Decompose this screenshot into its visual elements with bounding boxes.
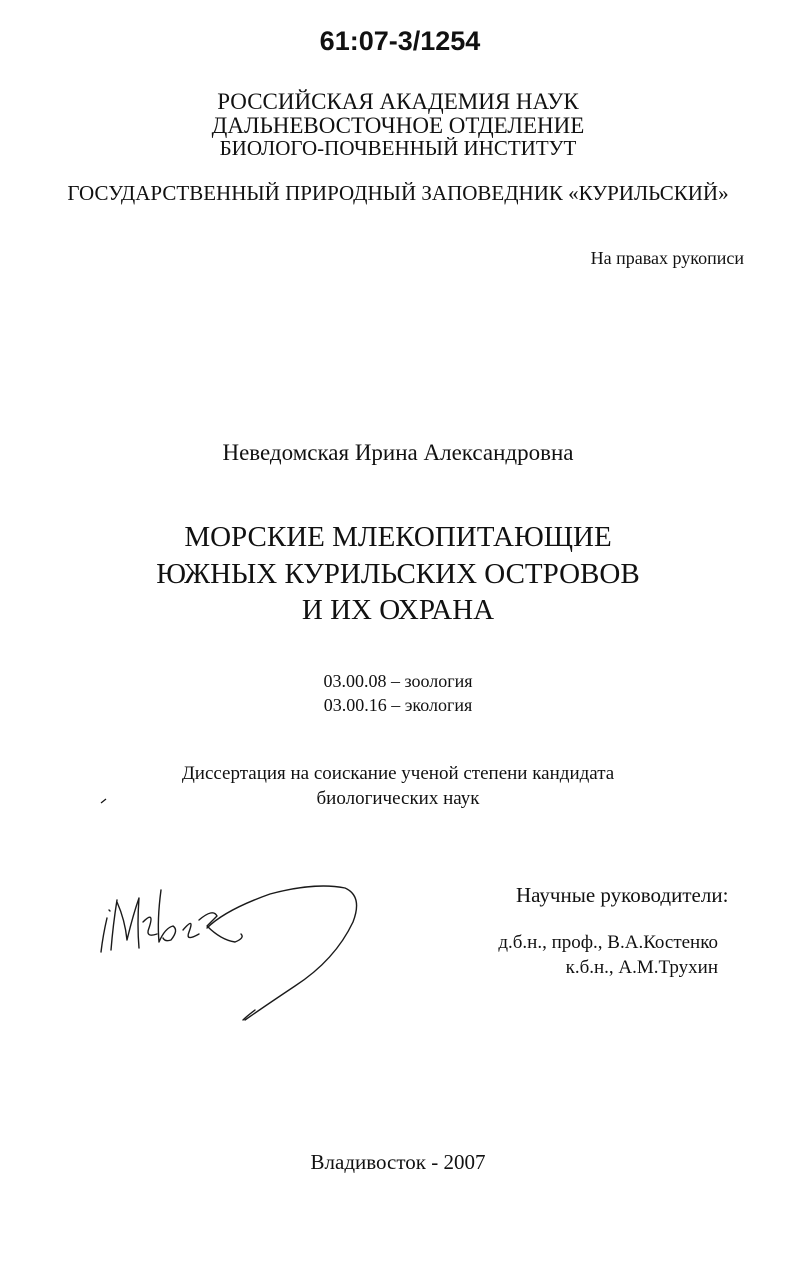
- city-year: Владивосток - 2007: [310, 1150, 486, 1174]
- rights-note: На правах рукописи: [590, 248, 744, 268]
- supervisors-label: Научные руководители:: [516, 883, 729, 907]
- handwritten-signature: [95, 880, 365, 1030]
- dissertation-line-2: биологических наук: [316, 788, 480, 809]
- reserve-name: ГОСУДАРСТВЕННЫЙ ПРИРОДНЫЙ ЗАПОВЕДНИК «КУРИЛЬСКИЙ»: [67, 181, 729, 205]
- supervisor-1: д.б.н., проф., В.А.Костенко: [498, 932, 718, 953]
- org-academy: РОССИЙСКАЯ АКАДЕМИЯ НАУК: [217, 89, 579, 114]
- title-line-3: И ИХ ОХРАНА: [301, 594, 495, 626]
- org-branch: ДАЛЬНЕВОСТОЧНОЕ ОТДЕЛЕНИЕ: [211, 113, 585, 138]
- stray-mark: [100, 798, 108, 804]
- specialty-zoology: 03.00.08 – зоология: [323, 671, 473, 691]
- library-code: 61:07-3/1254: [319, 26, 481, 56]
- org-institute: БИОЛОГО-ПОЧВЕННЫЙ ИНСТИТУТ: [219, 136, 577, 160]
- dissertation-line-1: Диссертация на соискание ученой степени кандидата: [181, 763, 615, 784]
- supervisor-2: к.б.н., А.М.Трухин: [565, 957, 718, 978]
- author-name: Неведомская Ирина Александровна: [222, 440, 574, 465]
- title-line-2: ЮЖНЫХ КУРИЛЬСКИХ ОСТРОВОВ: [156, 558, 640, 590]
- specialty-ecology: 03.00.16 – экология: [323, 695, 473, 715]
- title-line-1: МОРСКИЕ МЛЕКОПИТАЮЩИЕ: [184, 521, 612, 553]
